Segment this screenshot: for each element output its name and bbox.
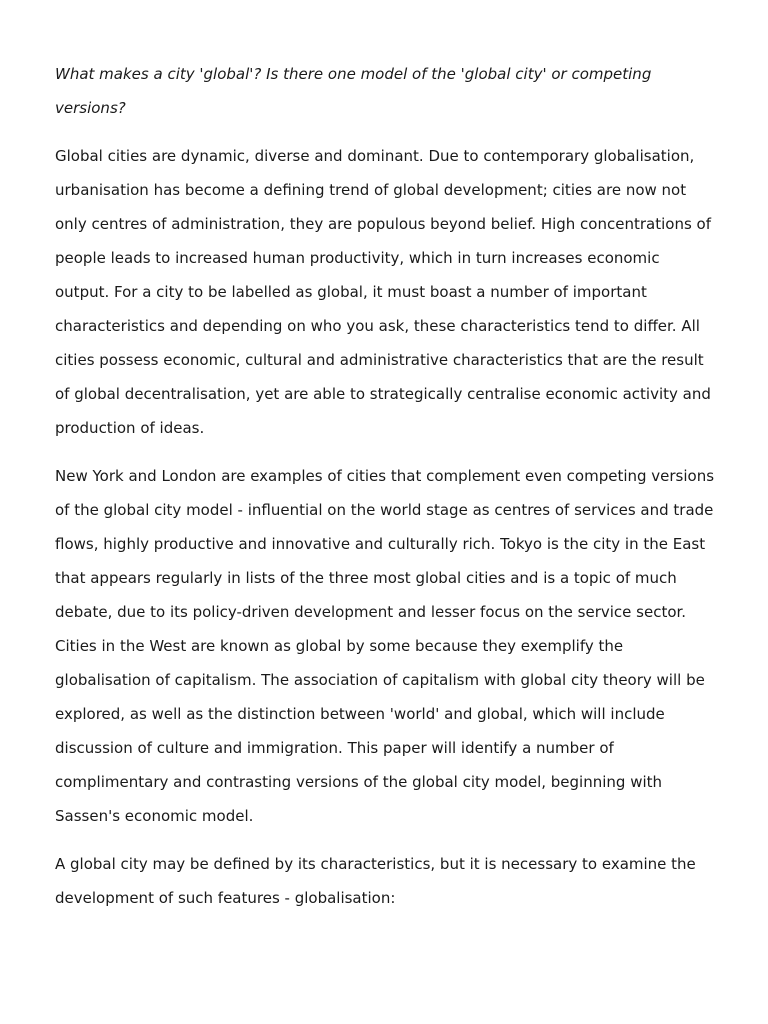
paragraph-3: A global city may be defined by its characteristics, but it is necessary to examine the development of such features - globalisation: bbox=[55, 855, 696, 907]
document-heading: What makes a city 'global'? Is there one model of the 'global city' or competing versions? bbox=[55, 65, 652, 117]
paragraph-2: New York and London are examples of cities that complement even competing versions of the global city model - influential on the world stage as centres of services and trade flows, highly productive and innovative and culturally rich. Tokyo is the city in the East that appears regularly in lists of the three most global cities and is a topic of much debate, due to its policy-driven development and lesser focus on the service sector. Cities in the West are known as global by some because they exemplify the globalisation of capitalism. The association of capitalism with global city theory will be explored, as well as the distinction between 'world' and global, which will include discussion of culture and immigration. This paper will identify a number of complimentary and contrasting versions of the global city model, beginning with Sassen's economic model. bbox=[55, 467, 715, 825]
document-page bbox=[55, 57, 717, 929]
paragraph-1: Global cities are dynamic, diverse and dominant. Due to contemporary globalisation, urbanisation has become a defining trend of global development; cities are now not only centres of administration, they are populous beyond belief. High concentrations of people leads to increased human productivity, which in turn increases economic output. For a city to be labelled as global, it must boast a number of important characteristics and depending on who you ask, these characteristics tend to differ. All cities possess economic, cultural and administrative characteristics that are the result of global decentralisation, yet are able to strategically centralise economic activity and production of ideas. bbox=[55, 147, 711, 437]
